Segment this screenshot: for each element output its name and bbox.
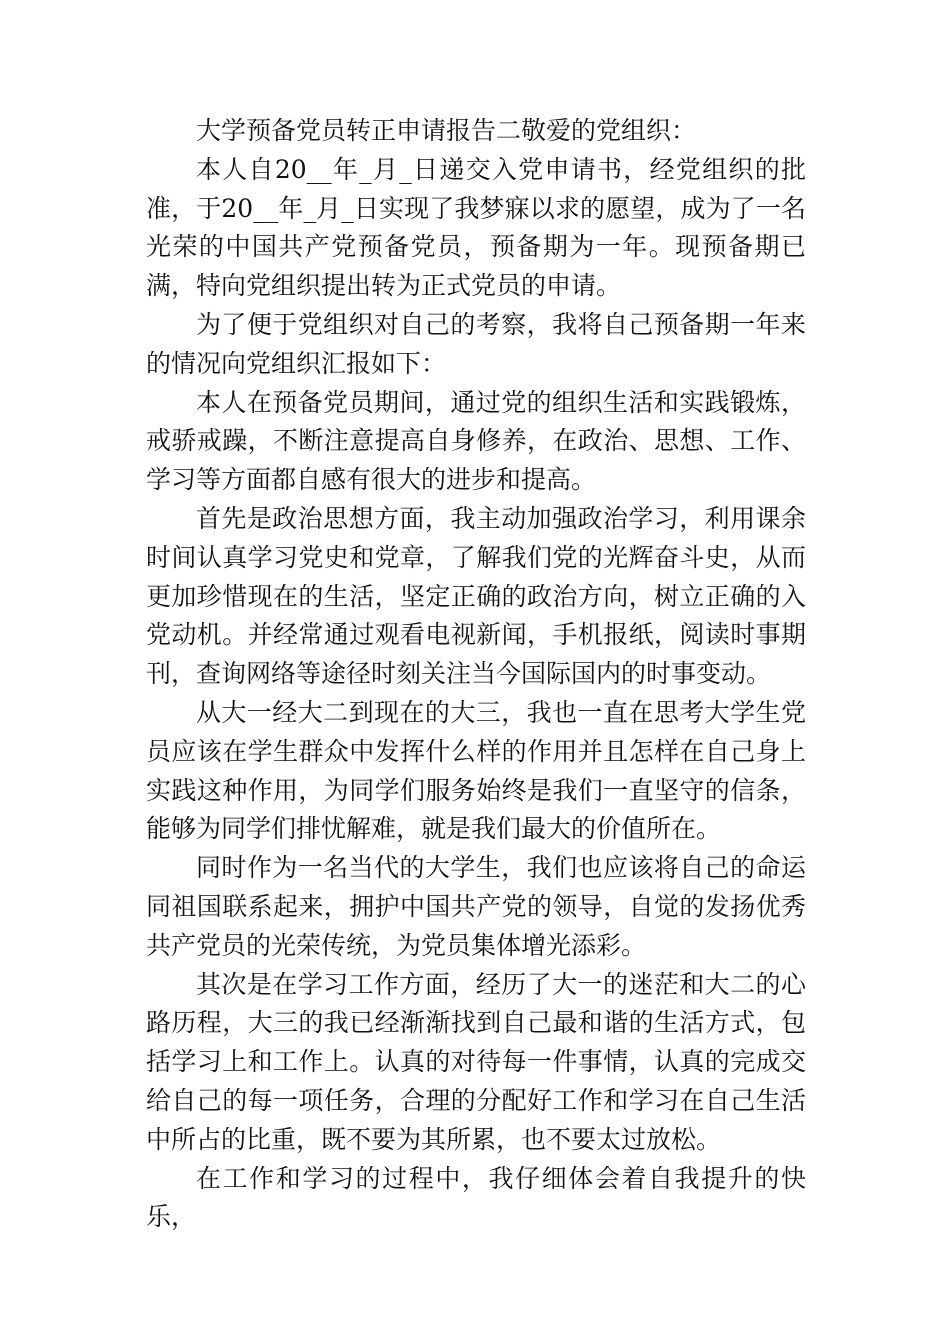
paragraph-overall-progress: 本人在预备党员期间，通过党的组织生活和实践锻炼，戒骄戒躁，不断注意提高自身修养，在政治、思想、工作、学习等方面都自感有很大的进步和提高。	[146, 387, 806, 495]
paragraph-contemporary-student: 同时作为一名当代的大学生，我们也应该将自己的命运同祖国联系起来，拥护中国共产党的领导，自觉的发扬优秀共产党员的光荣传统，为党员集体增光添彩。	[146, 853, 806, 960]
paragraph-report-preface: 为了便于党组织对自己的考察，我将自己预备期一年来的情况向党组织汇报如下：	[146, 309, 806, 378]
paragraph-title-salutation: 大学预备党员转正申请报告二敬爱的党组织：	[196, 116, 697, 145]
paragraph-self-improvement: 在工作和学习的过程中，我仔细体会着自我提升的快乐，	[146, 1163, 806, 1232]
paragraph-study-work: 其次是在学习工作方面，经历了大一的迷茫和大二的心路历程，大三的我已经渐渐找到自己最和谐的生活方式，包括学习上和工作上。认真的对待每一件事情，认真的完成交给自己的每一项任务，合理的分配好工作和学习在自己生活中所占的比重，既不要为其所累，也不要太过放松。	[146, 969, 806, 1154]
paragraph-political-thought: 首先是政治思想方面，我主动加强政治学习，利用课余时间认真学习党史和党章，了解我们党的光辉奋斗史，从而更加珍惜现在的生活，坚定正确的政治方向，树立正确的入党动机。并经常通过观看电视新闻，手机报纸，阅读时事期刊，查询网络等途径时刻关注当今国际国内的时事变动。	[146, 503, 806, 689]
paragraph-application-intro: 本人自20__年_月_日递交入党申请书，经党组织的批准，于20__年_月_日实现了我梦寐以求的愿望，成为了一名光荣的中国共产党预备党员，预备期为一年。现预备期已满，特向党组织提出转为正式党员的申请。	[146, 154, 806, 301]
document-body	[146, 112, 806, 1237]
paragraph-student-role: 从大一经大二到现在的大三，我也一直在思考大学生党员应该在学生群众中发挥什么样的作用并且怎样在自己身上实践这种作用，为同学们服务始终是我们一直坚守的信条，能够为同学们排忧解难，就是我们最大的价值所在。	[146, 697, 806, 844]
